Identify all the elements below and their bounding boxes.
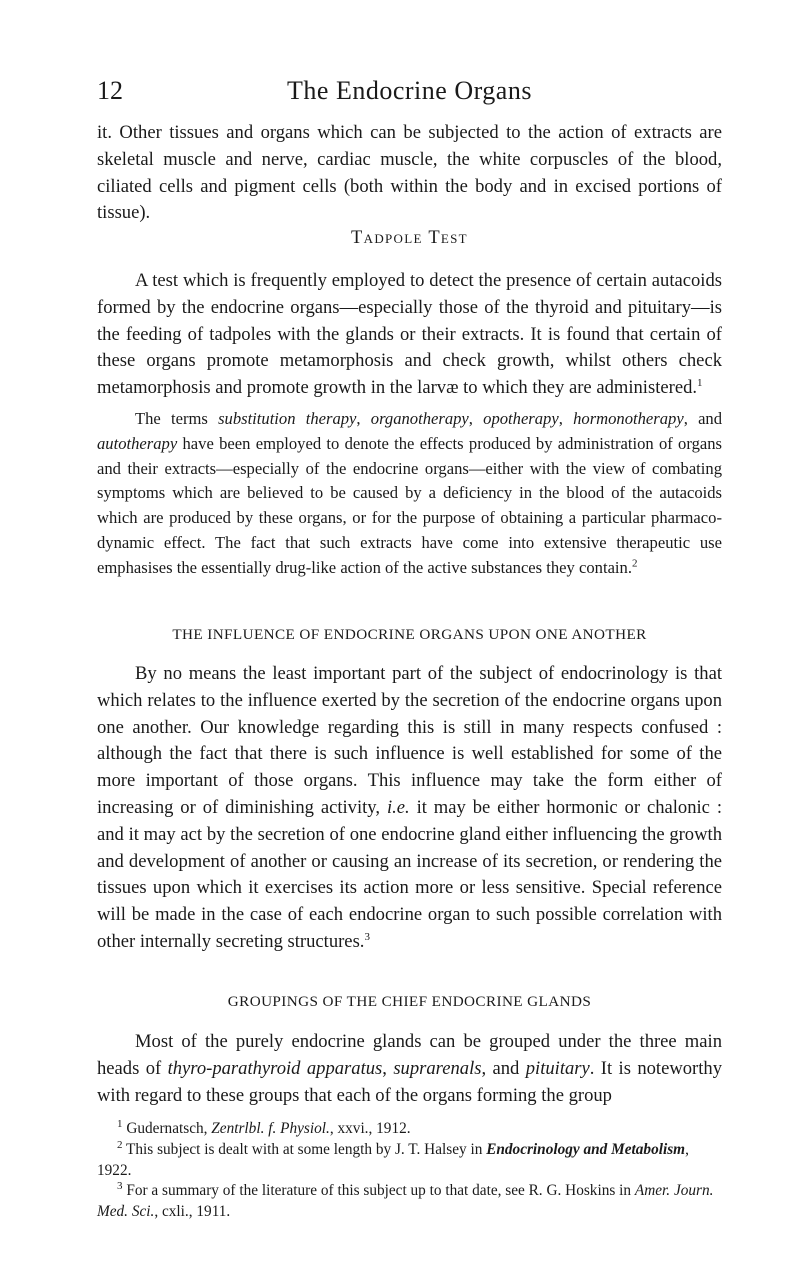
text: By no means the least important part of the subject of endocrinology is that which relates to the influence exerted by the secretion of the endocrine organs upon one another. Our knowledge regarding this is still in many respects confused : although the fact that there is such influence is well established for some of the more important of those organs. This influence may take the form either of increasing or of diminishing activity, <box>97 663 722 818</box>
text: Gudernatsch, <box>122 1120 212 1137</box>
footnote-3 <box>97 1181 722 1223</box>
text: . It is noteworthy with regard to these groups that each of the organs forming the group <box>97 1057 723 1106</box>
heading-groupings: GROUPINGS OF THE CHIEF ENDOCRINE GLANDS <box>227 993 592 1010</box>
running-title: The Endocrine Organs <box>287 76 532 105</box>
heading-tadpole-test: Tadpole Test <box>351 228 468 248</box>
term-thyro-parathyroid: thyro-parathyroid apparatus <box>167 1057 383 1079</box>
term-hormonotherapy: hormonotherapy <box>573 409 684 428</box>
text: This subject is dealt with at some length by J. T. Halsey in <box>122 1140 487 1158</box>
paragraph-continued: it. Other tissues and organs which can be subjected to the action of extracts are skeletal muscle and nerve, cardiac muscle, the white corpuscles of the blood, ciliated cells and pigment cells (both within the body and in excised portions of tissue). <box>97 122 722 224</box>
footnote-1 <box>97 1119 722 1140</box>
text: , 1922. <box>97 1140 689 1179</box>
page-header <box>97 76 722 112</box>
page-number: 12 <box>97 76 123 105</box>
term-opotherapy: opotherapy <box>483 409 559 428</box>
citation-journal: Amer. Journ. Med. Sci. <box>97 1182 714 1221</box>
footnote-ref: 3 <box>364 930 370 943</box>
footnote-2 <box>97 1140 722 1182</box>
paragraph-tadpole-test <box>97 268 722 402</box>
text: , cxli., 1911. <box>154 1203 231 1221</box>
term-organotherapy: organotherapy <box>370 409 469 428</box>
text: , <box>468 409 484 428</box>
text: For a summary of the literature of this subject up to that date, see R. G. Hoskins in <box>122 1182 635 1200</box>
text: , xxvi., 1912. <box>329 1120 411 1137</box>
text: Most of the purely endocrine glands can be grouped under the three main heads of <box>97 1031 722 1079</box>
paragraph-influence <box>97 661 722 956</box>
abbrev-ie: i.e. <box>386 796 410 818</box>
text: , <box>558 409 574 428</box>
term-autotherapy: autotherapy <box>97 433 178 453</box>
citation-book: Endocrinology and Metabolism <box>486 1140 686 1158</box>
footnote-number: 2 <box>117 1138 123 1151</box>
text: it may be either hormonic or chalonic : and it may act by the secretion of one endocrine gland either influencing the growth and development of another or causing an increase of its secretion, or rendering the tissues upon which it exercises its action more or less sensitive. Special reference will be made in the case of each endocrine organ to such possible correlation with other internally secreting structures. <box>97 796 722 952</box>
text: have been employed to denote the effects produced by administration of organs and their extracts—especially of the endocrine organs—either with the view of combating symptoms which are believed to be caused by a deficiency in the blood of the autacoids which are produced by these organs, or for the purpose of obtaining a particular pharmaco-dynamic effect. The fact that such extracts have come into extensive therapeutic use emphasises the essentially drug-like action of the active substances they contain. <box>97 433 722 577</box>
text: , <box>382 1057 394 1079</box>
term-pituitary: pituitary <box>525 1057 590 1079</box>
text: , and <box>683 409 723 428</box>
text: , <box>356 409 371 428</box>
text: , and <box>481 1057 526 1079</box>
term-suprarenals: suprarenals <box>393 1057 482 1079</box>
citation-journal: Zentrlbl. f. Physiol. <box>211 1120 330 1137</box>
text: The terms <box>135 409 219 428</box>
footnote-number: 1 <box>117 1117 123 1130</box>
footnotes <box>97 1119 722 1223</box>
paragraph-therapy-terms <box>97 407 722 581</box>
heading-influence: THE INFLUENCE OF ENDOCRINE ORGANS UPON ONE ANOTHER <box>172 626 647 643</box>
footnote-number: 3 <box>117 1180 123 1193</box>
tadpole-text: A test which is frequently employed to detect the presence of certain autacoids formed by the endocrine organs—especially those of the thyroid and pituitary—is the feeding of tadpoles with the glands or their extracts. It is found that certain of these organs promote metamorphosis and check growth, whilst others check metamorphosis and promote growth in the larvæ to which they are administered. <box>97 270 722 399</box>
term-substitution-therapy: substitution therapy <box>218 409 357 428</box>
footnote-ref: 1 <box>697 377 703 389</box>
paragraph-groupings <box>97 1029 722 1109</box>
footnote-ref: 2 <box>632 557 638 570</box>
